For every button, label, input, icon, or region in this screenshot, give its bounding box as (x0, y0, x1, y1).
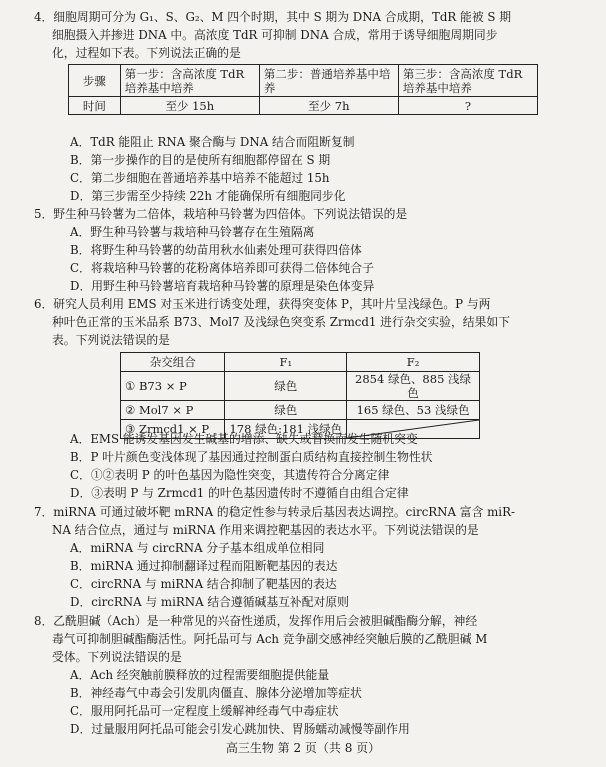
q8-option-b: B．神经毒气中毒会引发肌肉僵直、腺体分泌增加等症状 (70, 686, 362, 700)
q7-stem-line-2: NA 结合位点，通过与 miRNA 作用来调控靶基因的表达水平。下列说法错误的是 (52, 523, 479, 537)
q6-table (120, 352, 480, 439)
q6-option-a: A．EMS 能诱发基因发生碱基的增添、缺失或替换而发生随机突变 (70, 432, 418, 446)
q4-option-d: D．第三步需至少持续 22h 才能确保所有细胞同步化 (70, 189, 346, 203)
q7-option-b: B．miRNA 通过抑制翻译过程而阻断靶基因的表达 (70, 559, 338, 573)
q7-stem-line-1: 7．miRNA 可通过破坏靶 mRNA 的稳定性参与转录后基因表达调控。circRNA 富含 miR- (34, 505, 515, 519)
q8-stem-line-2: 毒气可抑制胆碱酯酶活性。阿托品可与 Ach 竞争副交感神经突触后膜的乙酰胆碱 M (52, 632, 488, 646)
q4-table-step2: 第二步：普通培养基中培养 (259, 65, 398, 97)
q5-option-a: A．野生种马铃薯与栽培种马铃薯存在生殖隔离 (70, 225, 315, 239)
q8-option-d: D．过量服用阿托品可能会引发心跳加快、胃肠蠕动减慢等副作用 (70, 722, 410, 736)
q8-stem-line-1: 8．乙酰胆碱（Ach）是一种常见的兴奋性递质，发挥作用后会被胆碱酯酶分解，神经 (34, 614, 478, 628)
q6-table-f2-1: 2854 绿色、885 浅绿色 (347, 372, 480, 401)
q4-option-c: C．第二步细胞在普通培养基中培养不能超过 15h (70, 171, 330, 185)
q6-table-f1-1: 绿色 (225, 372, 347, 401)
q6-option-b: B．P 叶片颜色变浅体现了基因通过控制蛋白质结构直接控制生物性状 (70, 450, 433, 464)
q6-stem-line-1: 6．研究人员利用 EMS 对玉米进行诱变处理，获得突变体 P，其叶片呈浅绿色。P 与两 (34, 297, 491, 311)
q5-option-d: D．用野生种马铃薯培育栽培种马铃薯的原理是染色体变异 (70, 279, 375, 293)
q4-stem-line-3: 化，过程如下表。下列说法正确的是 (52, 46, 241, 60)
q6-table-cross-3: ③ Zrmcd1 × P (121, 420, 225, 439)
q6-stem-line-2: 种叶色正常的玉米品系 B73、Mol7 及浅绿色突变系 Zrmcd1 进行杂交实验，结果如下 (52, 315, 510, 329)
q4-stem-line-2: 细胞摄入并掺进 DNA 中。高浓度 TdR 可抑制 DNA 合成，常用于诱导细胞周期同步 (52, 28, 498, 42)
q8-option-c: C．服用阿托品可一定程度上缓解神经毒气中毒症状 (70, 704, 339, 718)
q5-stem-line-1: 5．野生种马铃薯为二倍体，栽培种马铃薯为四倍体。下列说法错误的是 (34, 207, 408, 221)
q6-table-f2-2: 165 绿色、53 浅绿色 (347, 401, 480, 420)
q6-table-f1-3: 178 绿色:181 浅绿色 (225, 420, 347, 439)
q7-option-d: D．circRNA 与 miRNA 结合遵循碱基互补配对原则 (70, 595, 349, 609)
q4-option-b: B．第一步操作的目的是使所有细胞都停留在 S 期 (70, 153, 331, 167)
q6-stem-line-3: 表。下列说法错误的是 (52, 333, 170, 347)
q4-stem-line-1: 4．细胞周期可分为 G₁、S、G₂、M 四个时期，其中 S 期为 DNA 合成期，TdR 能被 S 期 (34, 10, 512, 24)
q4-table-step3: 第三步：含高浓度 TdR 培养基中培养 (398, 65, 537, 97)
q4-table (68, 64, 538, 115)
q6-table-header-cross: 杂交组合 (121, 353, 225, 372)
q7-option-a: A．miRNA 与 circRNA 分子基本组成单位相同 (70, 541, 325, 555)
q6-table-cross-2: ② Mol7 × P (121, 401, 225, 420)
q6-option-c: C．①②表明 P 的叶色基因为隐性突变，其遗传符合分离定律 (70, 468, 390, 482)
q6-table-header-f2: F₂ (347, 353, 480, 372)
q4-table-time3: ? (398, 97, 537, 115)
q5-option-c: C．将栽培种马铃薯的花粉离体培养即可获得二倍体纯合子 (70, 261, 374, 275)
q6-table-cross-1: ① B73 × P (121, 372, 225, 401)
q4-table-time1: 至少 15h (120, 97, 259, 115)
q4-table-step1: 第一步：含高浓度 TdR 培养基中培养 (120, 65, 259, 97)
q4-table-step-header: 步骤 (69, 65, 121, 97)
q7-option-c: C．circRNA 与 miRNA 结合抑制了靶基因的表达 (70, 577, 337, 591)
q6-table-f1-2: 绿色 (225, 401, 347, 420)
q5-option-b: B．将野生种马铃薯的幼苗用秋水仙素处理可获得四倍体 (70, 243, 362, 257)
q6-table-header-f1: F₁ (225, 353, 347, 372)
page-footer: 高三生物 第 2 页（共 8 页） (225, 741, 381, 755)
q8-stem-line-3: 受体。下列说法错误的是 (52, 650, 182, 664)
q8-option-a: A．Ach 经突触前膜释放的过程需要细胞提供能量 (70, 668, 330, 682)
q6-option-d: D．③表明 P 与 Zrmcd1 的叶色基因遗传时不遵循自由组合定律 (70, 486, 409, 500)
q4-table-time-header: 时间 (69, 97, 121, 115)
q4-option-a: A．TdR 能阻止 RNA 聚合酶与 DNA 结合而阻断复制 (70, 135, 355, 149)
q4-table-time2: 至少 7h (259, 97, 398, 115)
